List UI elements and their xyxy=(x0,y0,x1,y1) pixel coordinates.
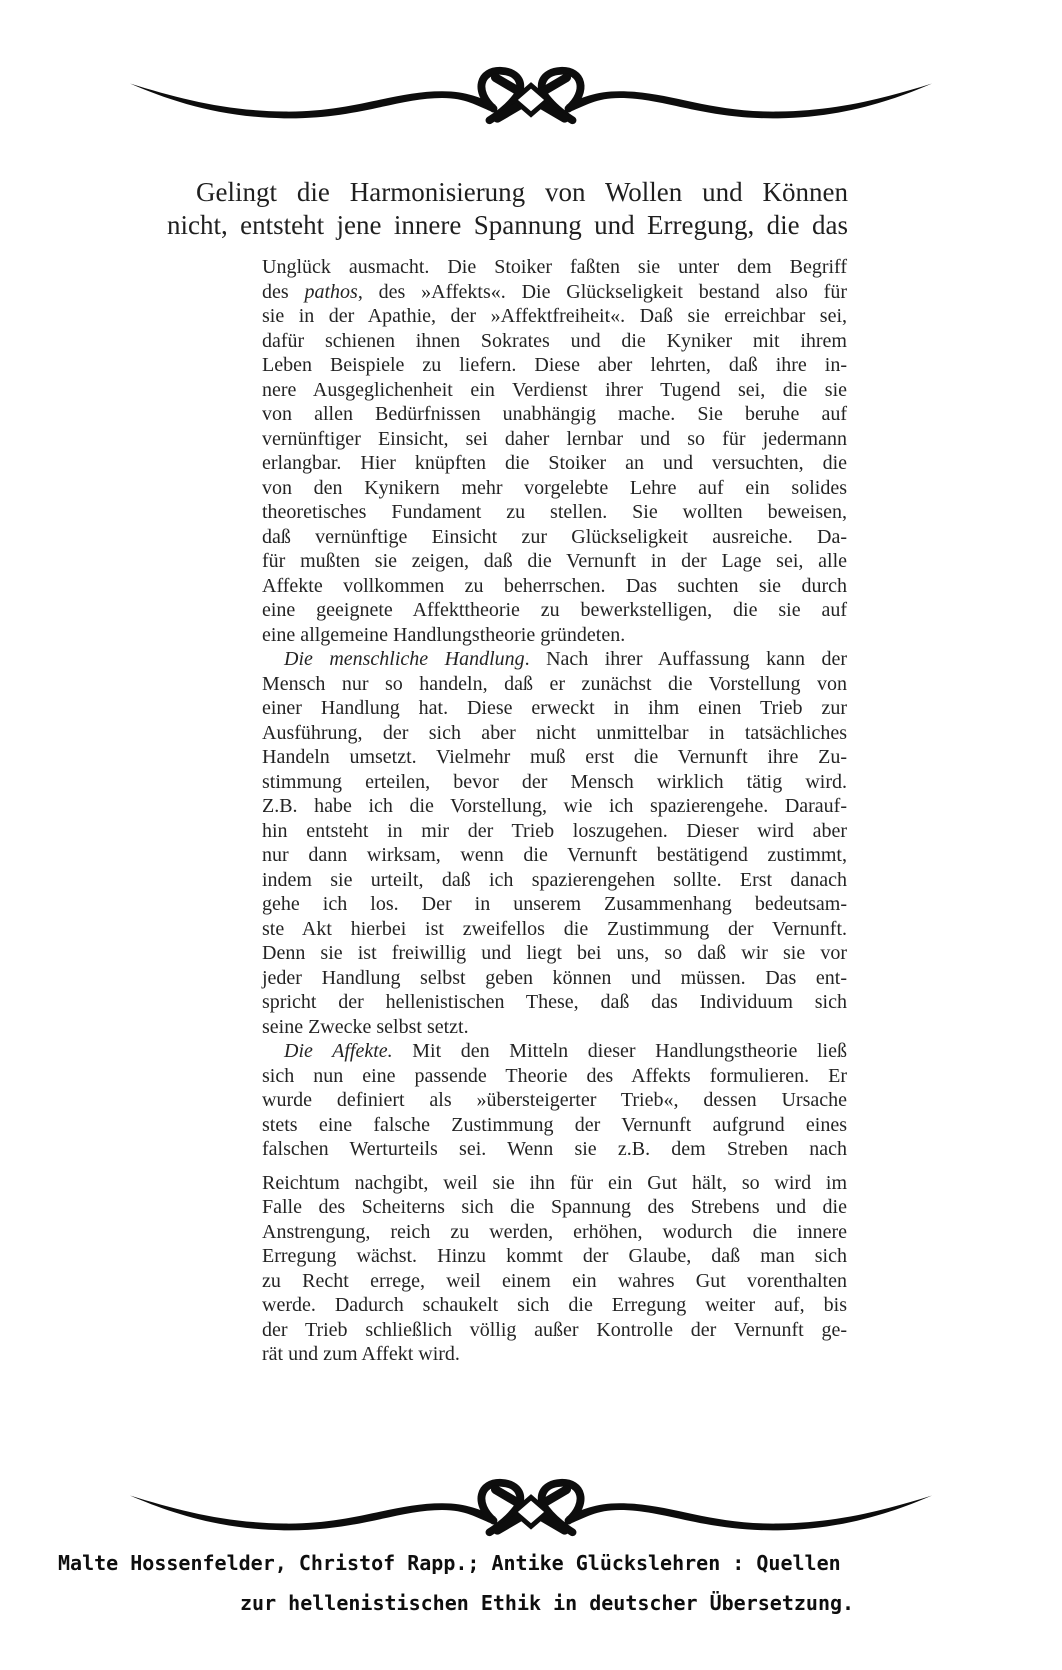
body-line xyxy=(262,1293,847,1318)
text-segment: für mußten sie zeigen, daß die Vernunft in der Lage sei, alle xyxy=(262,550,847,572)
body-line xyxy=(262,1171,847,1196)
body-line xyxy=(262,1064,847,1089)
body-line xyxy=(262,966,847,991)
text-segment: , des »Affekts«. Die Glückseligkeit bestand also für xyxy=(357,280,847,303)
text-segment: Anstrengung, reich zu werden, erhöhen, wodurch die innere xyxy=(262,1220,847,1243)
text-segment: gehe ich los. Der in unserem Zusammenhang bedeutsam- xyxy=(262,893,847,915)
text-segment: ste Akt hierbei ist zweifellos die Zustimmung der Vernunft. xyxy=(262,917,847,940)
body-line xyxy=(262,696,847,721)
body-line xyxy=(262,647,847,672)
text-segment: falschen Werturteils sei. Wenn sie z.B. dem Streben nach xyxy=(262,1138,847,1160)
text-segment: Reichtum nachgibt, weil sie ihn für ein Gut hält, so wird im xyxy=(262,1171,847,1194)
text-segment: von allen Bedürfnissen unabhängig mache. Sie beruhe auf xyxy=(262,403,847,425)
body-line xyxy=(262,843,847,868)
text-segment: theoretisches Fundament zu stellen. Sie wollten beweisen, xyxy=(262,501,847,523)
text-segment: werde. Dadurch schaukelt sich die Erregung weiter auf, bis xyxy=(262,1294,847,1316)
citation-line: zur hellenistischen Ethik in deutscher Übersetzung. xyxy=(240,1591,855,1615)
body-line xyxy=(262,525,847,550)
text-segment: daß vernünftige Einsicht zur Glückseligkeit ausreiche. Da- xyxy=(262,525,847,548)
text-segment: des xyxy=(262,280,305,303)
body-line xyxy=(262,745,847,770)
flourish-divider-icon xyxy=(126,1478,936,1540)
body-line xyxy=(262,255,847,280)
body-line xyxy=(262,451,847,476)
body-line xyxy=(262,623,847,648)
body-line xyxy=(262,1015,847,1040)
lead-heading-line: nicht, entsteht jene innere Spannung und Erregung, die das xyxy=(167,210,848,240)
text-segment: sie in der Apathie, der »Affektfreiheit«. Daß sie erreichbar sei, xyxy=(262,305,847,327)
text-segment: . Nach ihrer Auffassung kann der xyxy=(524,648,848,670)
source-citation xyxy=(58,1543,1018,1623)
body-line xyxy=(262,819,847,844)
italic-text-segment: Die menschliche Handlung xyxy=(284,648,525,670)
text-segment: dafür schienen ihnen Sokrates und die Kyniker mit ihrem xyxy=(262,329,847,352)
text-segment: Ausführung, der sich aber nicht unmittelbar in tatsächliches xyxy=(262,721,847,744)
body-line xyxy=(262,378,847,403)
body-line xyxy=(262,1088,847,1113)
body-paragraph xyxy=(262,255,847,647)
text-segment: eine allgemeine Handlungstheorie gründeten. xyxy=(262,623,626,646)
body-line xyxy=(262,868,847,893)
body-paragraph xyxy=(262,1039,847,1162)
body-paragraph xyxy=(262,647,847,1039)
text-segment: vernünftiger Einsicht, sei daher lernbar und so für jedermann xyxy=(262,427,847,450)
text-segment: erlangbar. Hier knüpften die Stoiker an und versuchten, die xyxy=(262,452,847,474)
body-line xyxy=(262,280,847,305)
text-segment: Affekte vollkommen zu beherrschen. Das suchten sie durch xyxy=(262,574,847,597)
body-line xyxy=(262,770,847,795)
body-line xyxy=(262,574,847,599)
body-line xyxy=(262,941,847,966)
text-segment: Z.B. habe ich die Vorstellung, wie ich spazierengehe. Darauf- xyxy=(262,795,847,817)
text-segment: spricht der hellenistischen These, daß das Individuum sich xyxy=(262,991,847,1013)
text-segment: rät und zum Affekt wird. xyxy=(262,1343,460,1365)
body-line xyxy=(262,672,847,697)
text-segment: stets eine falsche Zustimmung der Vernunft aufgrund eines xyxy=(262,1113,847,1136)
body-line xyxy=(262,1244,847,1269)
body-line xyxy=(262,1342,847,1367)
body-line xyxy=(262,1195,847,1220)
text-segment: zu Recht errege, weil einem ein wahres Gut vorenthalten xyxy=(262,1269,847,1292)
body-line xyxy=(262,892,847,917)
body-line xyxy=(262,794,847,819)
body-line xyxy=(262,1113,847,1138)
text-segment: Denn sie ist freiwillig und liegt bei uns, so daß wir sie vor xyxy=(262,942,847,964)
italic-text-segment: Die Affekte. xyxy=(284,1040,393,1062)
body-line xyxy=(262,353,847,378)
text-segment: Mit den Mitteln dieser Handlungstheorie ließ xyxy=(392,1040,847,1062)
text-segment: nere Ausgeglichenheit ein Verdienst ihrer Tugend sei, die sie xyxy=(262,378,847,401)
body-line xyxy=(262,1137,847,1162)
text-segment: Falle des Scheiterns sich die Spannung des Strebens und die xyxy=(262,1196,847,1218)
body-line xyxy=(262,1269,847,1294)
body-text xyxy=(262,255,847,1367)
body-paragraph xyxy=(262,1171,847,1367)
text-segment: Mensch nur so handeln, daß er zunächst die Vorstellung von xyxy=(262,672,847,695)
body-line xyxy=(262,304,847,329)
text-segment: einer Handlung hat. Diese erweckt in ihm einen Trieb zur xyxy=(262,697,847,719)
body-line xyxy=(262,549,847,574)
italic-text-segment: pathos xyxy=(304,280,358,303)
text-segment: der Trieb schließlich völlig außer Kontrolle der Vernunft ge- xyxy=(262,1318,847,1341)
text-segment: indem sie urteilt, daß ich spazierengehen sollte. Erst danach xyxy=(262,868,847,891)
text-segment: sich nun eine passende Theorie des Affekts formulieren. Er xyxy=(262,1064,847,1087)
flourish-divider-icon xyxy=(126,66,936,128)
body-line xyxy=(262,721,847,746)
text-segment: hin entsteht in mir der Trieb loszugehen. Dieser wird aber xyxy=(262,819,847,842)
lead-heading-line: Gelingt die Harmonisierung von Wollen und Können xyxy=(196,177,848,207)
body-line xyxy=(262,427,847,452)
text-segment: Erregung wächst. Hinzu kommt der Glaube, daß man sich xyxy=(262,1245,847,1267)
text-segment: Handeln umsetzt. Vielmehr muß erst die Vernunft ihre Zu- xyxy=(262,746,847,768)
text-segment: seine Zwecke selbst setzt. xyxy=(262,1015,469,1038)
body-line xyxy=(262,1220,847,1245)
body-line xyxy=(262,402,847,427)
body-line xyxy=(262,476,847,501)
text-segment: Unglück ausmacht. Die Stoiker faßten sie unter dem Begriff xyxy=(262,256,847,278)
body-line xyxy=(262,990,847,1015)
body-line xyxy=(262,1318,847,1343)
text-segment: von den Kynikern mehr vorgelebte Lehre auf ein solides xyxy=(262,476,847,499)
text-segment: stimmung erteilen, bevor der Mensch wirklich tätig wird. xyxy=(262,770,847,793)
lead-heading xyxy=(167,176,848,242)
body-line xyxy=(262,598,847,623)
body-line xyxy=(262,917,847,942)
body-line xyxy=(262,329,847,354)
text-segment: Leben Beispiele zu liefern. Diese aber lehrten, daß ihre in- xyxy=(262,354,847,376)
text-segment: wurde definiert als »übersteigerter Trieb«, dessen Ursache xyxy=(262,1089,847,1111)
text-segment: eine geeignete Affekttheorie zu bewerkstelligen, die sie auf xyxy=(262,599,847,621)
body-line xyxy=(262,500,847,525)
body-line xyxy=(262,1039,847,1064)
citation-line: Malte Hossenfelder, Christof Rapp.; Antike Glückslehren : Quellen xyxy=(58,1551,841,1575)
text-segment: nur dann wirksam, wenn die Vernunft bestätigend zustimmt, xyxy=(262,844,847,866)
text-segment: jeder Handlung selbst geben können und müssen. Das ent- xyxy=(262,966,847,989)
